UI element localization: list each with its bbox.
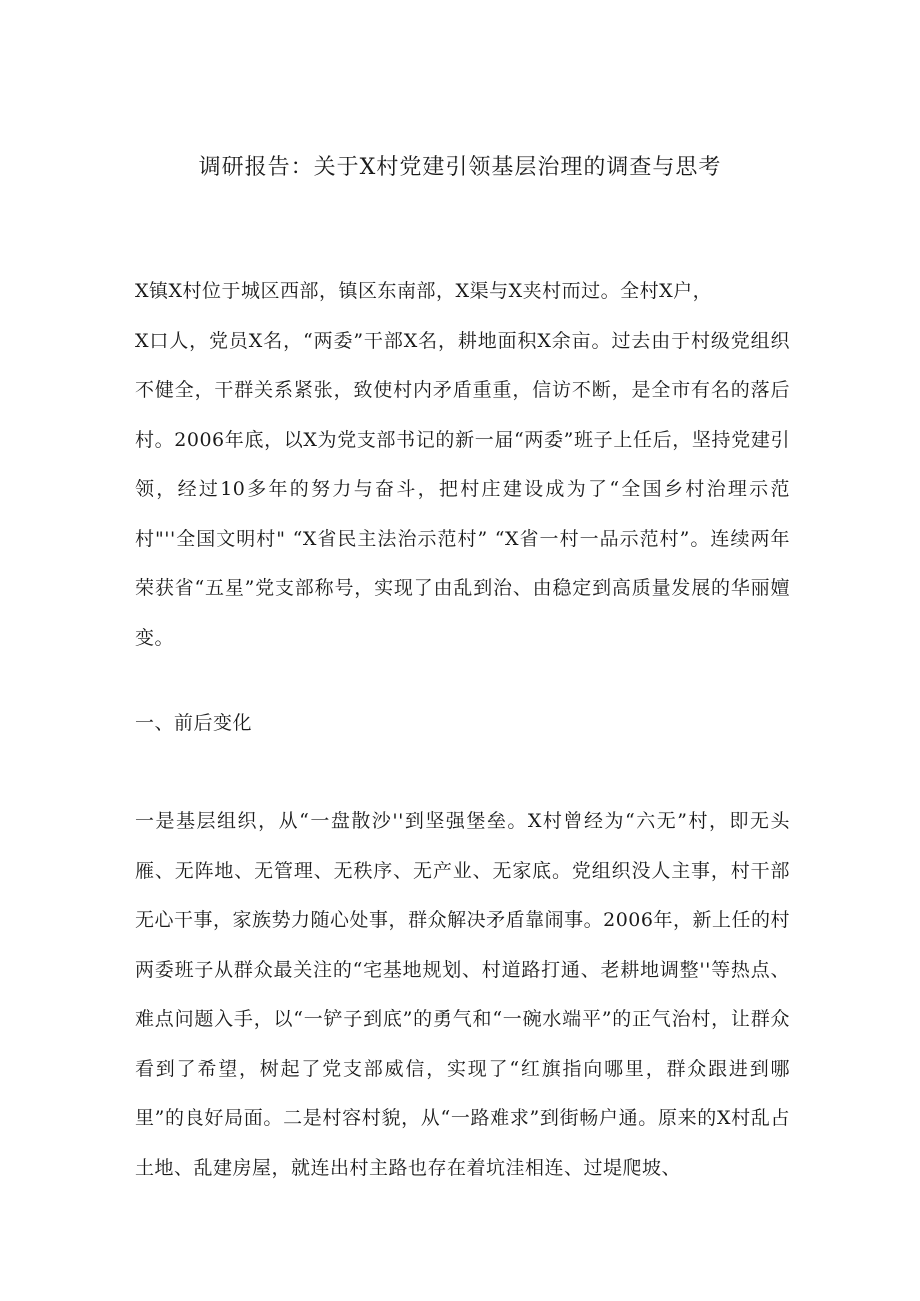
document-title: 调研报告：关于X村党建引领基层治理的调查与思考	[198, 155, 722, 180]
section-heading: 一、前后变化	[135, 712, 253, 734]
body-paragraph: 一是基层组织，从“一盘散沙''到坚强堡垒。X村曾经为“六无”村，即无头雁、无阵地、无管理、无秩序、无产业、无家底。党组织没人主事，村干部无心干事，家族势力随心处事，群众解决矛盾靠闹事。2006年，新上任的村两委班子从群众最关注的“宅基地规划、村道路打通、老耕地调整''等热点、难点问题入手，以“一铲子到底”的勇气和“一碗水端平”的正气治村，让群众看到了希望，树起了党支部威信，实现了“红旗指向哪里，群众跟进到哪里”的良好局面。二是村容村貌，从“一路难求”到街畅户通。原来的X村乱占土地、乱建房屋，就连出村主路也存在着坑洼相连、过堤爬坡、	[135, 810, 790, 1179]
intro-first-line: X镇X村位于城区西部，镇区东南部，X渠与X夹村而过。全村X户，	[135, 280, 713, 302]
intro-paragraph	[135, 267, 790, 663]
intro-paragraph-text: X口人，党员X名，“两委”干部X名，耕地面积X余亩。过去由于村级党组织不健全，干群关系紧张，致使村内矛盾重重，信访不断，是全市有名的落后村。2006年底，以X为党支部书记的新一届“两委”班子上任后，坚持党建引领，经过10多年的努力与奋斗，把村庄建设成为了“全国乡村治理示范村"''全国文明村" “X省民主法治示范村” “X省一村一品示范村”。连续两年荣获省“五星”党支部称号，实现了由乱到治、由稳定到高质量发展的华丽嬗变。	[135, 329, 790, 649]
